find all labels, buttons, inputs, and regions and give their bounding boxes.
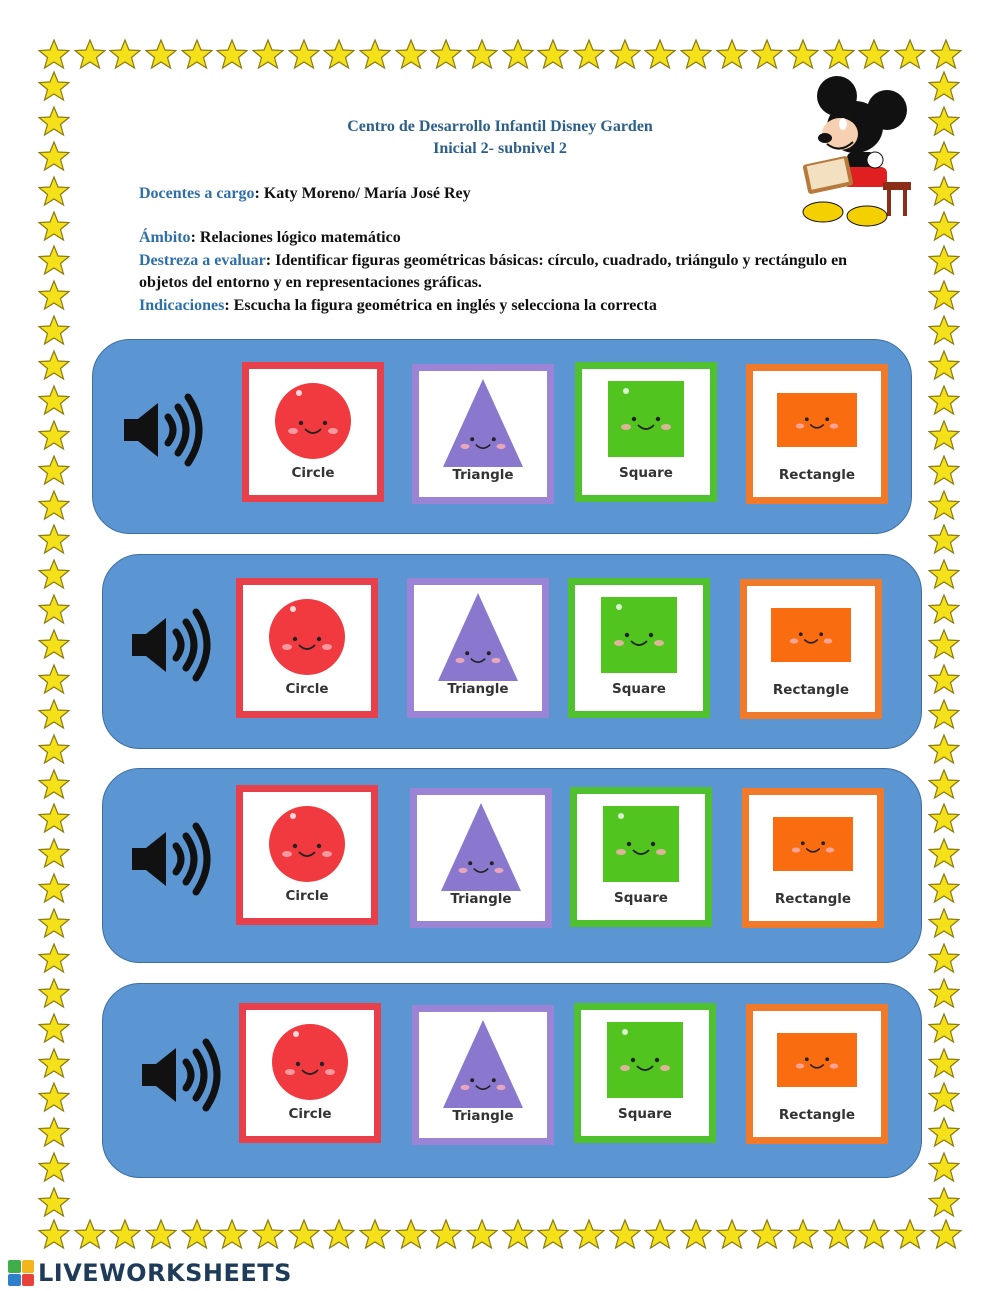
square-option-card[interactable] bbox=[575, 362, 717, 502]
star-border-top bbox=[38, 38, 962, 70]
star-icon bbox=[716, 38, 748, 70]
star-icon bbox=[145, 1218, 177, 1250]
star-icon bbox=[928, 140, 960, 172]
star-icon bbox=[928, 384, 960, 416]
option-label: Rectangle bbox=[778, 467, 856, 483]
star-icon bbox=[38, 210, 70, 242]
institution-title: Centro de Desarrollo Infantil Disney Garden bbox=[347, 118, 653, 135]
star-icon bbox=[930, 1218, 962, 1250]
star-icon bbox=[38, 768, 70, 800]
option-label: Circle bbox=[285, 681, 329, 697]
star-icon bbox=[288, 38, 320, 70]
star-icon bbox=[38, 1012, 70, 1044]
option-label: Circle bbox=[291, 465, 335, 481]
scope-label: Ámbito bbox=[139, 229, 191, 246]
star-icon bbox=[38, 802, 70, 834]
star-icon bbox=[74, 38, 106, 70]
star-icon bbox=[928, 489, 960, 521]
teachers-line bbox=[139, 183, 859, 205]
star-icon bbox=[928, 942, 960, 974]
star-icon bbox=[252, 38, 284, 70]
star-icon bbox=[38, 733, 70, 765]
star-icon bbox=[38, 942, 70, 974]
star-icon bbox=[928, 523, 960, 555]
option-label: Square bbox=[614, 890, 668, 906]
star-icon bbox=[928, 454, 960, 486]
star-icon bbox=[751, 1218, 783, 1250]
skill-label: Destreza a evaluar bbox=[139, 252, 266, 269]
star-icon bbox=[609, 1218, 641, 1250]
star-icon bbox=[216, 1218, 248, 1250]
option-label: Triangle bbox=[447, 681, 509, 697]
star-icon bbox=[216, 38, 248, 70]
star-icon bbox=[252, 1218, 284, 1250]
star-icon bbox=[38, 977, 70, 1009]
star-icon bbox=[38, 1218, 70, 1250]
scope-line bbox=[139, 227, 859, 249]
star-icon bbox=[928, 349, 960, 381]
star-icon bbox=[38, 175, 70, 207]
star-icon bbox=[38, 244, 70, 276]
star-icon bbox=[466, 38, 498, 70]
star-icon bbox=[787, 38, 819, 70]
star-icon bbox=[38, 454, 70, 486]
star-border-right bbox=[928, 70, 960, 1218]
star-icon bbox=[928, 210, 960, 242]
star-icon bbox=[928, 70, 960, 102]
star-icon bbox=[573, 38, 605, 70]
star-icon bbox=[751, 38, 783, 70]
star-icon bbox=[38, 419, 70, 451]
star-icon bbox=[109, 1218, 141, 1250]
star-icon bbox=[395, 38, 427, 70]
star-icon bbox=[716, 1218, 748, 1250]
star-icon bbox=[181, 1218, 213, 1250]
audio-speaker-icon[interactable] bbox=[130, 814, 220, 904]
option-label: Square bbox=[618, 1106, 672, 1122]
star-icon bbox=[38, 140, 70, 172]
star-icon bbox=[288, 1218, 320, 1250]
square-option-card[interactable] bbox=[570, 787, 712, 927]
star-icon bbox=[38, 523, 70, 555]
star-icon bbox=[823, 1218, 855, 1250]
option-label: Square bbox=[612, 681, 666, 697]
star-icon bbox=[38, 907, 70, 939]
star-icon bbox=[359, 1218, 391, 1250]
star-icon bbox=[928, 105, 960, 137]
star-icon bbox=[38, 349, 70, 381]
option-label: Triangle bbox=[452, 467, 514, 483]
star-icon bbox=[109, 38, 141, 70]
star-icon bbox=[823, 38, 855, 70]
star-icon bbox=[928, 977, 960, 1009]
star-icon bbox=[787, 1218, 819, 1250]
star-icon bbox=[38, 1116, 70, 1148]
star-icon bbox=[680, 1218, 712, 1250]
circle-option-card[interactable] bbox=[239, 1003, 381, 1143]
star-icon bbox=[928, 768, 960, 800]
star-icon bbox=[537, 38, 569, 70]
star-icon bbox=[537, 1218, 569, 1250]
star-icon bbox=[466, 1218, 498, 1250]
star-icon bbox=[38, 314, 70, 346]
star-icon bbox=[38, 872, 70, 904]
star-icon bbox=[644, 38, 676, 70]
star-icon bbox=[928, 1012, 960, 1044]
star-icon bbox=[928, 1081, 960, 1113]
square-option-card[interactable] bbox=[574, 1003, 716, 1143]
star-icon bbox=[894, 38, 926, 70]
star-icon bbox=[38, 593, 70, 625]
star-icon bbox=[181, 38, 213, 70]
star-icon bbox=[928, 314, 960, 346]
triangle-option-card[interactable] bbox=[412, 364, 554, 504]
square-option-card[interactable] bbox=[568, 578, 710, 718]
star-icon bbox=[858, 1218, 890, 1250]
star-icon bbox=[323, 38, 355, 70]
star-icon bbox=[928, 1047, 960, 1079]
circle-option-card[interactable] bbox=[236, 578, 378, 718]
star-icon bbox=[928, 872, 960, 904]
teachers-label: Docentes a cargo bbox=[139, 185, 255, 202]
audio-speaker-icon[interactable] bbox=[140, 1030, 230, 1120]
star-icon bbox=[38, 1151, 70, 1183]
level-subtitle: Inicial 2- subnivel 2 bbox=[433, 140, 567, 157]
instructions-value: : Escucha la figura geométrica en inglés y selecciona la correcta bbox=[224, 297, 657, 314]
star-icon bbox=[74, 1218, 106, 1250]
option-label: Rectangle bbox=[774, 891, 852, 907]
star-icon bbox=[323, 1218, 355, 1250]
option-label: Triangle bbox=[452, 1108, 514, 1124]
star-icon bbox=[38, 38, 70, 70]
star-icon bbox=[38, 384, 70, 416]
rectangle-option-card[interactable] bbox=[746, 1004, 888, 1144]
star-icon bbox=[928, 419, 960, 451]
star-icon bbox=[644, 1218, 676, 1250]
star-icon bbox=[928, 1186, 960, 1218]
star-icon bbox=[38, 489, 70, 521]
star-icon bbox=[395, 1218, 427, 1250]
teachers-value: : Katy Moreno/ María José Rey bbox=[254, 185, 471, 202]
star-icon bbox=[894, 1218, 926, 1250]
circle-option-card[interactable] bbox=[236, 785, 378, 925]
star-icon bbox=[928, 733, 960, 765]
star-icon bbox=[680, 38, 712, 70]
star-icon bbox=[928, 802, 960, 834]
triangle-option-card[interactable] bbox=[407, 578, 549, 718]
mickey-reading-illustration bbox=[795, 72, 920, 232]
instructions-line bbox=[139, 295, 859, 317]
star-icon bbox=[38, 628, 70, 660]
star-icon bbox=[502, 1218, 534, 1250]
star-icon bbox=[928, 279, 960, 311]
star-icon bbox=[928, 1151, 960, 1183]
star-icon bbox=[38, 698, 70, 730]
audio-speaker-icon[interactable] bbox=[130, 600, 220, 690]
triangle-option-card[interactable] bbox=[412, 1005, 554, 1145]
star-icon bbox=[38, 1047, 70, 1079]
star-border-bottom bbox=[38, 1218, 962, 1250]
option-label: Rectangle bbox=[778, 1107, 856, 1123]
star-icon bbox=[609, 38, 641, 70]
star-icon bbox=[38, 105, 70, 137]
star-icon bbox=[38, 279, 70, 311]
star-icon bbox=[573, 1218, 605, 1250]
instructions-label: Indicaciones bbox=[139, 297, 225, 314]
star-icon bbox=[430, 38, 462, 70]
option-label: Square bbox=[619, 465, 673, 481]
star-icon bbox=[38, 558, 70, 590]
triangle-option-card[interactable] bbox=[410, 788, 552, 928]
scope-value: : Relaciones lógico matemático bbox=[190, 229, 401, 246]
star-border-left bbox=[38, 70, 70, 1218]
option-label: Triangle bbox=[450, 891, 512, 907]
option-label: Circle bbox=[288, 1106, 332, 1122]
rectangle-option-card[interactable] bbox=[740, 579, 882, 719]
star-icon bbox=[38, 70, 70, 102]
star-icon bbox=[38, 837, 70, 869]
star-icon bbox=[930, 38, 962, 70]
option-label: Circle bbox=[285, 888, 329, 904]
star-icon bbox=[928, 837, 960, 869]
star-icon bbox=[928, 1116, 960, 1148]
star-icon bbox=[928, 628, 960, 660]
star-icon bbox=[38, 663, 70, 695]
logo-badge-icon bbox=[8, 1260, 34, 1286]
star-icon bbox=[928, 593, 960, 625]
star-icon bbox=[502, 38, 534, 70]
star-icon bbox=[928, 244, 960, 276]
skill-line bbox=[139, 250, 859, 294]
star-icon bbox=[858, 38, 890, 70]
skill-value: : Identificar figuras geométricas básicas: círculo, cuadrado, triángulo y rectángulo en objetos del entorno y en representaciones gráficas. bbox=[139, 252, 848, 291]
logo-text: LIVEWORKSHEETS bbox=[38, 1259, 292, 1287]
star-icon bbox=[430, 1218, 462, 1250]
liveworksheets-logo bbox=[8, 1258, 292, 1288]
star-icon bbox=[928, 698, 960, 730]
star-icon bbox=[38, 1186, 70, 1218]
star-icon bbox=[928, 663, 960, 695]
star-icon bbox=[928, 175, 960, 207]
rectangle-option-card[interactable] bbox=[746, 364, 888, 504]
circle-option-card[interactable] bbox=[242, 362, 384, 502]
star-icon bbox=[359, 38, 391, 70]
star-icon bbox=[145, 38, 177, 70]
audio-speaker-icon[interactable] bbox=[122, 385, 212, 475]
option-label: Rectangle bbox=[772, 682, 850, 698]
star-icon bbox=[928, 558, 960, 590]
star-icon bbox=[38, 1081, 70, 1113]
star-icon bbox=[928, 907, 960, 939]
rectangle-option-card[interactable] bbox=[742, 788, 884, 928]
